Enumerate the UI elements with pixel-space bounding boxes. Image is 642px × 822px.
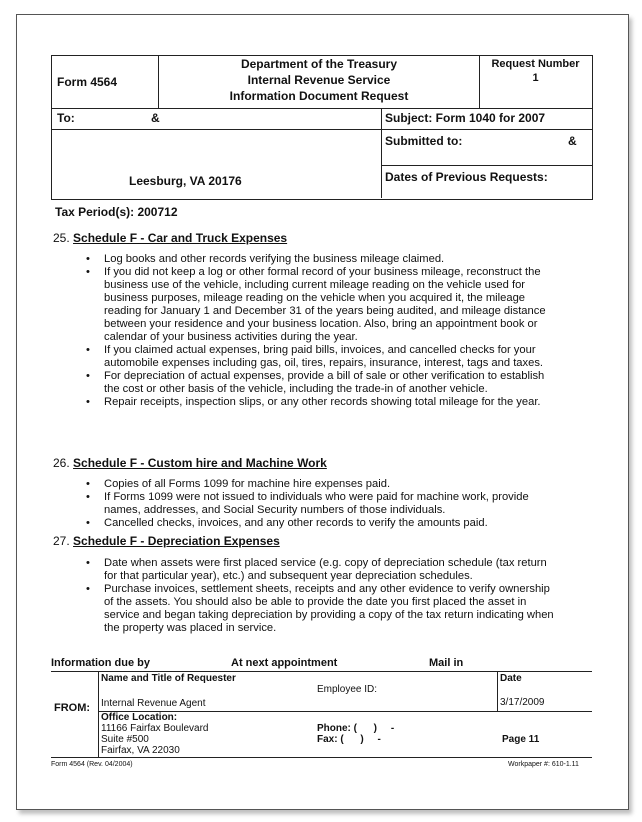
section-heading: Schedule F - Car and Truck Expenses bbox=[73, 231, 288, 245]
list-item: • If Forms 1099 were not issued to individuals who were paid for machine work, provide names, addresses, and Social Security numbers of those individuals. bbox=[86, 491, 529, 516]
subject: Subject: Form 1040 for 2007 bbox=[385, 111, 546, 125]
section-26-title bbox=[53, 456, 327, 470]
address-city: Leesburg, VA 20176 bbox=[129, 174, 242, 188]
list-item: • Copies of all Forms 1099 for machine hire expenses paid. bbox=[86, 478, 391, 490]
page-number: Page 11 bbox=[502, 734, 540, 745]
section-25-title bbox=[53, 231, 287, 245]
document-page bbox=[16, 14, 629, 810]
previous-requests-label: Dates of Previous Requests: bbox=[385, 170, 548, 184]
date-value: 3/17/2009 bbox=[500, 697, 545, 708]
at-next-appointment: At next appointment bbox=[231, 657, 338, 669]
fax-label: Fax: ( ) - bbox=[317, 734, 381, 745]
from-label: FROM: bbox=[54, 702, 91, 714]
list-item: • If you did not keep a log or other formal record of your business mileage, reconstruct the business use of the vehicle, including current mileage reading on the vehicle used for business purposes, mileage reading on the vehicle when you acquired it, the mileage reading for January 1 and December 31 of the years being audited, and mileage distance between your residence and your business location. Also, bring an appointment book or calendar of your business activities during the year. bbox=[86, 266, 546, 343]
name-title-label: Name and Title of Requester bbox=[101, 673, 236, 684]
employee-id-label: Employee ID: bbox=[317, 684, 378, 695]
form-revision: Form 4564 (Rev. 04/2004) bbox=[51, 761, 133, 768]
request-number-label: Request Number bbox=[491, 58, 580, 70]
mail-in: Mail in bbox=[429, 657, 464, 669]
section-26-list bbox=[86, 478, 556, 530]
information-due-by: Information due by bbox=[51, 657, 150, 669]
section-27-title bbox=[53, 534, 280, 548]
to-ampersand: & bbox=[151, 111, 160, 125]
office-line-3: Fairfax, VA 22030 bbox=[101, 745, 180, 756]
office-location-label: Office Location: bbox=[101, 712, 178, 723]
list-item: • Repair receipts, inspection slips, or any other records showing total mileage for the year. bbox=[86, 396, 541, 408]
list-item: • For depreciation of actual expenses, provide a bill of sale or other verification to establish the cost or other basis of the vehicle, including the trade-in of another vehicle. bbox=[86, 370, 545, 395]
section-heading: Schedule F - Custom hire and Machine Work bbox=[73, 456, 327, 470]
date-label: Date bbox=[500, 673, 522, 684]
section-27-list bbox=[86, 557, 556, 635]
submitted-to-label: Submitted to: bbox=[385, 134, 463, 148]
department-line-3: Information Document Request bbox=[229, 89, 409, 103]
phone-label: Phone: ( ) - bbox=[317, 723, 395, 734]
department-line-1: Department of the Treasury bbox=[240, 57, 398, 71]
section-heading: Schedule F - Depreciation Expenses bbox=[73, 534, 280, 548]
section-number: 26. bbox=[53, 456, 70, 470]
tax-period: Tax Period(s): 200712 bbox=[55, 205, 178, 219]
list-item: • Purchase invoices, settlement sheets, receipts and any other evidence to verify ownership of the assets. You should also be able to provide the date you first placed the asset in service and began taking depreciation by providing a copy of the tax return indicating when the property was placed in service. bbox=[86, 583, 554, 634]
list-item: • Log books and other records verifying the business mileage claimed. bbox=[86, 253, 445, 265]
office-line-1: 11166 Fairfax Boulevard bbox=[101, 723, 209, 734]
section-number: 27. bbox=[53, 534, 70, 548]
request-number-value: 1 bbox=[532, 72, 539, 84]
list-item: • Cancelled checks, invoices, and any other records to verify the amounts paid. bbox=[86, 517, 488, 529]
section-number: 25. bbox=[53, 231, 70, 245]
form-label: Form 4564 bbox=[57, 75, 118, 89]
section-25-list bbox=[86, 253, 556, 409]
department-line-2: Internal Revenue Service bbox=[247, 73, 391, 87]
submitted-to-ampersand: & bbox=[568, 134, 577, 148]
workpaper-number: Workpaper #: 610-1.11 bbox=[508, 761, 579, 768]
requester-title: Internal Revenue Agent bbox=[101, 698, 206, 709]
list-item: • If you claimed actual expenses, bring paid bills, invoices, and cancelled checks for your automobile expenses including gas, oil, tires, repairs, insurance, interest, tags and taxes. bbox=[86, 344, 544, 369]
list-item: • Date when assets were first placed service (e.g. copy of depreciation schedule (tax return for that particular year), etc.) and subsequent year depreciation schedules. bbox=[86, 557, 547, 582]
to-label: To: bbox=[57, 111, 75, 125]
office-line-2: Suite #500 bbox=[101, 734, 149, 745]
